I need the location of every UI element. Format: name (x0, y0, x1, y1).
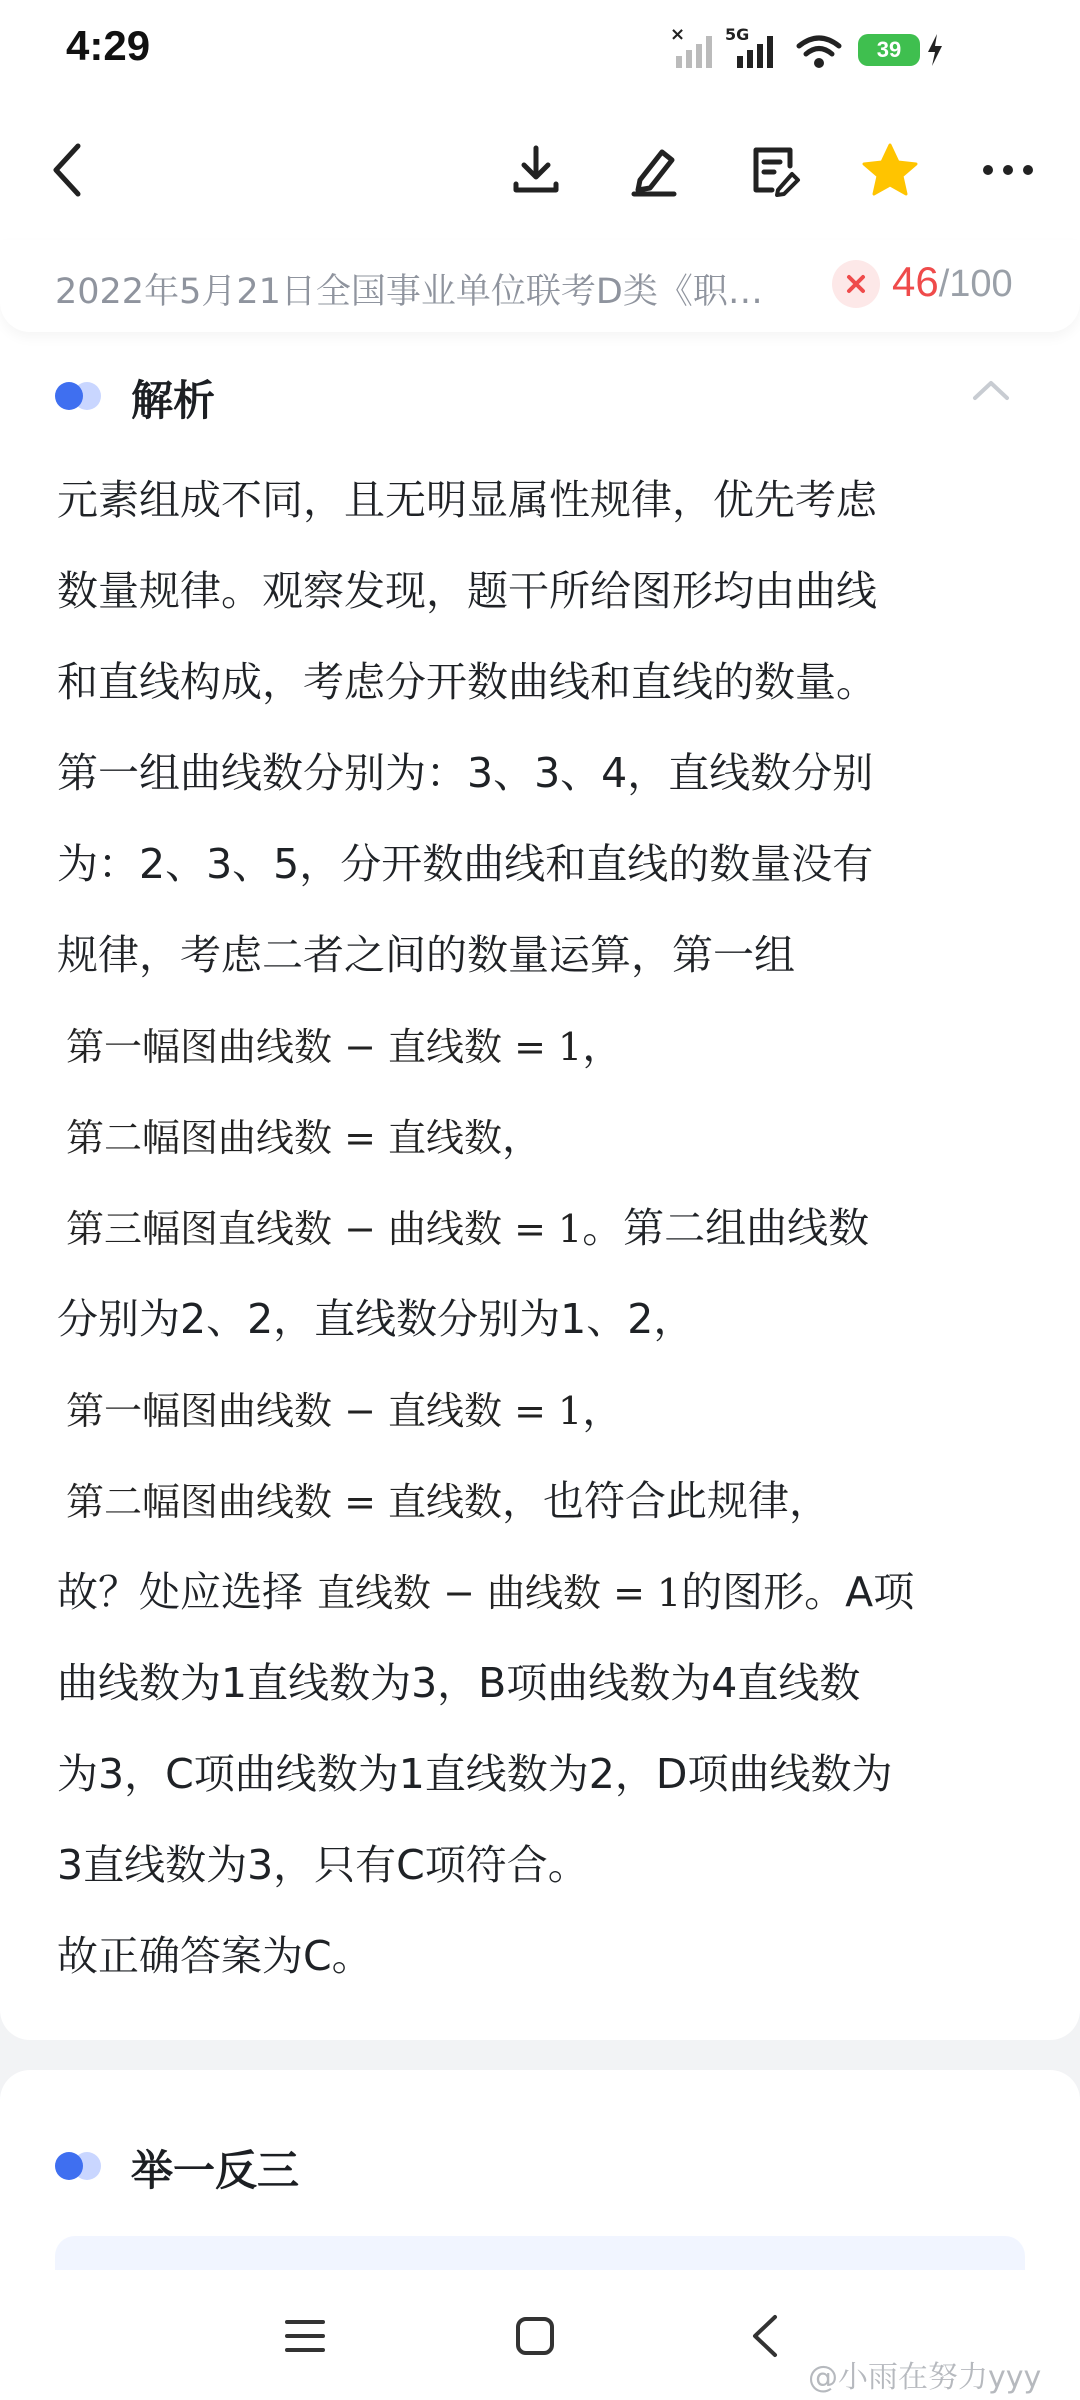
analysis-line: 为3，C项曲线数为1直线数为2，D项曲线数为 (57, 1750, 893, 1798)
analysis-line: 曲线数为1直线数为3，B项曲线数为4直线数 (57, 1659, 861, 1707)
choose-suffix: 的图形。A项 (681, 1568, 915, 1616)
section-dots-icon (55, 382, 105, 410)
note-button[interactable] (738, 134, 810, 206)
formula-tail: ，也符合此规律， (502, 1477, 830, 1525)
home-nav-button[interactable] (505, 2306, 565, 2366)
formula-tail: ， (502, 1113, 543, 1161)
charging-icon (926, 34, 944, 66)
paper-title[interactable]: 2022年5月21日全国事业单位联考D类《职… (55, 272, 763, 312)
formula-line (66, 1198, 869, 1259)
formula-line (66, 1380, 623, 1441)
more-icon (980, 162, 1036, 178)
download-button[interactable] (500, 134, 572, 206)
edit-icon (626, 142, 682, 198)
answer-choice-line (57, 1562, 914, 1623)
analysis-line: 分别为2、2，直线数分别为1、2， (57, 1295, 695, 1343)
signal-no-service-icon (670, 26, 720, 70)
download-icon (508, 142, 564, 198)
choose-prefix: 故？处应选择 (57, 1568, 303, 1616)
home-square-icon (514, 2315, 556, 2357)
more-button[interactable] (972, 134, 1044, 206)
formula: 第一幅图曲线数 − 直线数 = 1 (66, 1389, 583, 1433)
formula-line (66, 1107, 543, 1168)
note-icon (746, 142, 802, 198)
formula: 直线数 − 曲线数 = 1 (317, 1571, 682, 1615)
formula: 第二幅图曲线数 = 直线数 (66, 1480, 502, 1524)
back-nav-button[interactable] (735, 2306, 795, 2366)
battery-level: 39 (876, 37, 902, 62)
score-value: 46 (892, 258, 939, 305)
analysis-line: 3直线数为3，只有C项符合。 (57, 1841, 589, 1889)
back-button[interactable] (32, 134, 104, 206)
wrong-badge (832, 260, 880, 308)
correct-answer-line: 故正确答案为C。 (57, 1932, 373, 1980)
analysis-line: 数量规律。观察发现，题干所给图形均由曲线 (57, 567, 877, 615)
collapse-button[interactable] (966, 370, 1016, 410)
analysis-card (0, 300, 1080, 2040)
formula: 第三幅图直线数 − 曲线数 = 1 (66, 1207, 583, 1251)
score (892, 258, 1013, 306)
status-icons (670, 26, 1010, 76)
formula-line (66, 1471, 830, 1532)
analysis-line: 第一组曲线数分别为：3、3、4，直线数分别 (57, 749, 874, 797)
battery-icon (858, 34, 920, 66)
back-icon (48, 142, 88, 198)
svg-text:×: × (670, 26, 686, 45)
wrong-icon (845, 273, 867, 295)
signal-5g-icon (725, 26, 785, 70)
section-dots-icon (55, 2152, 105, 2180)
analysis-title: 解析 (131, 376, 216, 425)
toolbar (0, 100, 1080, 240)
menu-nav-button[interactable] (275, 2306, 335, 2366)
formula: 第一幅图曲线数 − 直线数 = 1 (66, 1025, 583, 1069)
formula-tail: ， (582, 1022, 624, 1070)
svg-text:5G: 5G (725, 26, 750, 44)
watermark: @小雨在努力yyy (808, 2360, 1042, 2395)
related-title: 举一反三 (131, 2146, 300, 2195)
edit-button[interactable] (618, 134, 690, 206)
formula-line (66, 1016, 623, 1077)
score-total: /100 (938, 263, 1013, 305)
favorite-button[interactable] (854, 134, 926, 206)
analysis-line: 和直线构成，考虑分开数曲线和直线的数量。 (57, 658, 877, 706)
analysis-line: 为：2、3、5，分开数曲线和直线的数量没有 (57, 840, 874, 888)
analysis-line: 元素组成不同，且无明显属性规律，优先考虑 (57, 476, 877, 524)
wifi-icon (795, 34, 843, 70)
back-triangle-icon (749, 2313, 781, 2359)
star-icon (861, 142, 919, 198)
status-bar (0, 0, 1080, 100)
status-time: 4:29 (66, 22, 151, 69)
menu-icon (283, 2316, 327, 2356)
formula: 第二幅图曲线数 = 直线数 (66, 1116, 502, 1160)
chevron-up-icon (972, 379, 1010, 401)
formula-tail: ， (582, 1386, 624, 1434)
analysis-line: 规律，考虑二者之间的数量运算，第一组 (57, 931, 795, 979)
paper-info-bar (0, 240, 1080, 332)
formula-tail: 。第二组曲线数 (582, 1204, 870, 1252)
